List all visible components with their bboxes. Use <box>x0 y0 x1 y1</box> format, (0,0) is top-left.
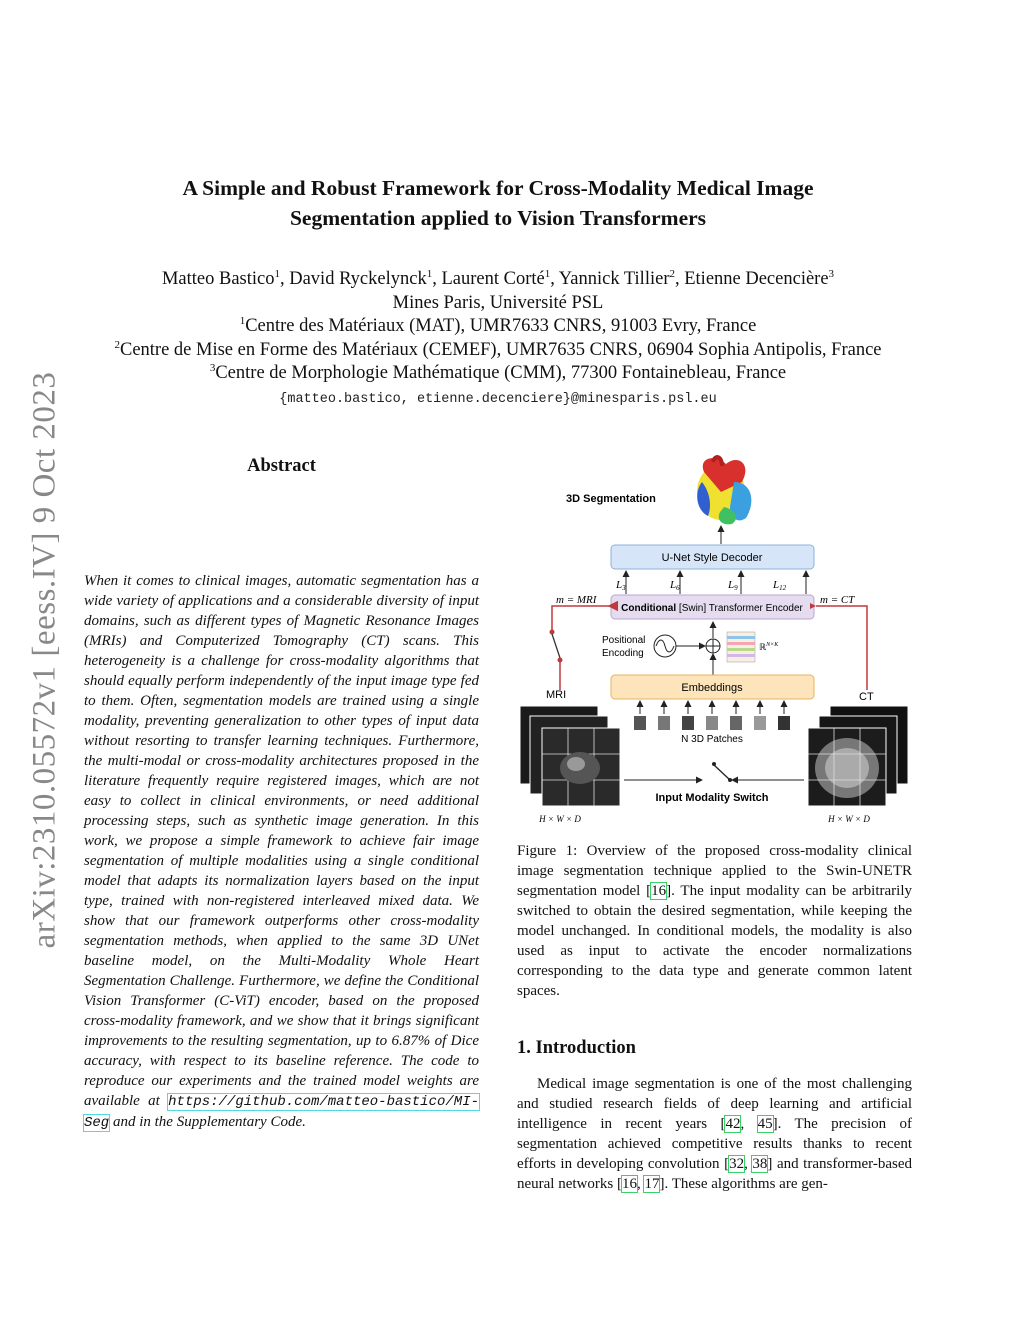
segmentation-label: 3D Segmentation <box>566 493 656 505</box>
abstract-heading: Abstract <box>247 456 316 476</box>
embedding-matrix-icon <box>727 632 755 662</box>
author-list <box>80 268 916 292</box>
citation-sep: , <box>744 1156 753 1172</box>
author: Etienne Decencière <box>684 269 829 289</box>
mri-label: MRI <box>546 689 567 701</box>
author-sep: , <box>674 269 685 289</box>
positional-encoding-label: Positional Encoding <box>602 635 646 659</box>
citation-link[interactable]: 16 <box>651 883 667 899</box>
mri-volume-stack <box>520 706 620 806</box>
citation-link[interactable]: 42 <box>725 1116 741 1132</box>
citation-sep: , <box>740 1116 758 1132</box>
code-repository-link[interactable]: https://github.com/matteo-bastico/MI-Seg <box>84 1094 479 1131</box>
author-sup: 1 <box>426 267 433 280</box>
author-sup: 1 <box>274 267 280 280</box>
citation-link[interactable]: 16 <box>621 1176 637 1192</box>
paper-title-line-2: Segmentation applied to Vision Transformers <box>289 206 707 230</box>
citation-link[interactable]: 17 <box>644 1176 660 1192</box>
paper-title <box>100 173 896 233</box>
mri-dims-label: H × W × D <box>539 814 581 824</box>
citation-link[interactable]: 32 <box>729 1156 745 1172</box>
intro-text: ]. These algorithms are gen- <box>659 1176 828 1192</box>
caption-text: ]. The input modality can be arbitrarily switched to obtain the desired segmentation, while keeping the model unchanged. In conditional models, the modality is also used as input to activate the encoder normalizations corresponding to the data type and generate common latent spaces. <box>517 883 912 999</box>
skip-label: L6 <box>670 579 680 592</box>
abstract-body <box>84 571 479 1133</box>
ct-dims-label: H × W × D <box>828 814 870 824</box>
section-heading: 1. Introduction <box>517 1038 636 1058</box>
author-sup: 1 <box>544 267 551 280</box>
affiliation <box>80 315 916 339</box>
author: David Ryckelynck <box>289 269 427 289</box>
author: Laurent Corté <box>441 269 545 289</box>
patches-row <box>634 701 790 730</box>
affiliation-sup: 3 <box>209 361 216 374</box>
citation-link[interactable]: 45 <box>757 1116 773 1132</box>
author-sep: , <box>279 269 290 289</box>
modality-ct-condition: m = CT <box>820 594 855 606</box>
intro-paragraph <box>517 1074 912 1194</box>
affiliation <box>80 362 916 386</box>
ct-label: CT <box>859 691 874 703</box>
intro-text: Medical image segmentation is one of the most challenging and studied research fields of deep learning and artificial intelligence in recent years [ <box>517 1076 912 1132</box>
modality-switch-icon <box>714 765 730 780</box>
author: Matteo Bastico <box>161 269 275 289</box>
institution: Mines Paris, Université PSL <box>392 292 604 313</box>
paper-title-line-1: A Simple and Robust Framework for Cross-Modality Medical Image <box>182 176 814 200</box>
embeddings-label: Embeddings <box>681 682 743 694</box>
heart-segmentation-render <box>697 457 751 524</box>
affiliation-sup: 1 <box>239 314 246 327</box>
affiliation-text: Centre de Morphologie Mathématique (CMM), 77300 Fontainebleau, France <box>215 363 787 383</box>
arxiv-stamp-text: arXiv:2310.05572v1 [eess.IV] 9 Oct 2023 <box>26 371 63 949</box>
arxiv-stamp <box>20 370 70 950</box>
author-sup: 3 <box>828 267 835 280</box>
abstract-tail: and in the Supplementary Code. <box>109 1114 306 1130</box>
ct-volume-stack <box>808 706 908 806</box>
citation-sep: , <box>636 1176 645 1192</box>
figure-caption <box>517 841 912 1001</box>
decoder-label: U-Net Style Decoder <box>661 552 763 564</box>
affiliation-text: Centre des Matériaux (MAT), UMR7633 CNRS, 91003 Evry, France <box>245 316 757 336</box>
author-sup: 2 <box>669 267 675 280</box>
author-sep: , <box>432 269 442 289</box>
author-block <box>80 268 916 411</box>
patches-label: N 3D Patches <box>681 734 743 745</box>
dimension-label: ℝ$^{N\times K}$ <box>759 642 779 652</box>
affiliation <box>80 339 916 363</box>
intro-text: ] and transformer-based neural networks [ <box>517 1156 912 1192</box>
architecture-diagram <box>516 452 916 832</box>
mri-switch-icon <box>552 634 560 658</box>
affiliation-sup: 2 <box>114 338 120 351</box>
intro-text: ]. The precision of segmentation achieved competitive results thanks to recent efforts in developing convolution [ <box>517 1116 913 1172</box>
modality-mri-condition: m = MRI <box>556 594 597 606</box>
author-sep: , <box>550 269 559 289</box>
contact-email: {matteo.bastico, etienne.decenciere}@minesparis.psl.eu <box>279 391 717 407</box>
skip-label: L9 <box>728 579 738 592</box>
encoder-label: Conditional [Swin] Transformer Encoder <box>621 603 803 614</box>
skip-label: L12 <box>773 579 787 592</box>
switch-label: Input Modality Switch <box>655 792 769 804</box>
skip-label: L3 <box>616 579 626 592</box>
author: Yannick Tillier <box>558 269 670 289</box>
figure-1 <box>516 452 916 832</box>
caption-text: Figure 1: Overview of the proposed cross-modality clinical image segmentation technique applied to the Swin-UNETR segmentation model [ <box>517 843 912 899</box>
abstract-text: When it comes to clinical images, automatic segmentation has a wide variety of applications and a considerable diversity of input domains, such as different types of Magnetic Resonance Images (MRIs) and Computerized Tomography (CT) scans. This heterogeneity is a challenge for cross-modality algorithms that should equally perform independently of the input image type fed to them. Often, segmentation models are trained using a single modality, preventing generalization to other types of input data without resorting to transfer learning techniques. Furthermore, the multi-modal or cross-modality architectures proposed in the literature frequently require registered images, which are not easy to collect in clinical environments, or need additional processing steps, such as synthetic image generation. In this work, we propose a simple framework to achieve fair image segmentation of multiple modalities using a single conditional model that adapts its normalization layers based on the input type, trained with non-registered interleaved mixed data. We show that our framework outperforms other cross-modality segmentation methods, when applied to the same 3D UNet baseline model, on the Multi-Modality Whole Heart Segmentation Challenge. Furthermore, we define the Conditional Vision Transformer (C-ViT) encoder, based on the proposed cross-modality framework, and we show that it brings significant improvements to the resulting segmentation, up to 6.87% of Dice accuracy, with respect to its baseline reference. The code to reproduce our experiments and the trained model weights are available at <box>84 573 479 1109</box>
affiliation-text: Centre de Mise en Forme des Matériaux (CEMEF), UMR7635 CNRS, 06904 Sophia Antipolis, France <box>119 339 882 360</box>
citation-link[interactable]: 38 <box>752 1156 768 1172</box>
